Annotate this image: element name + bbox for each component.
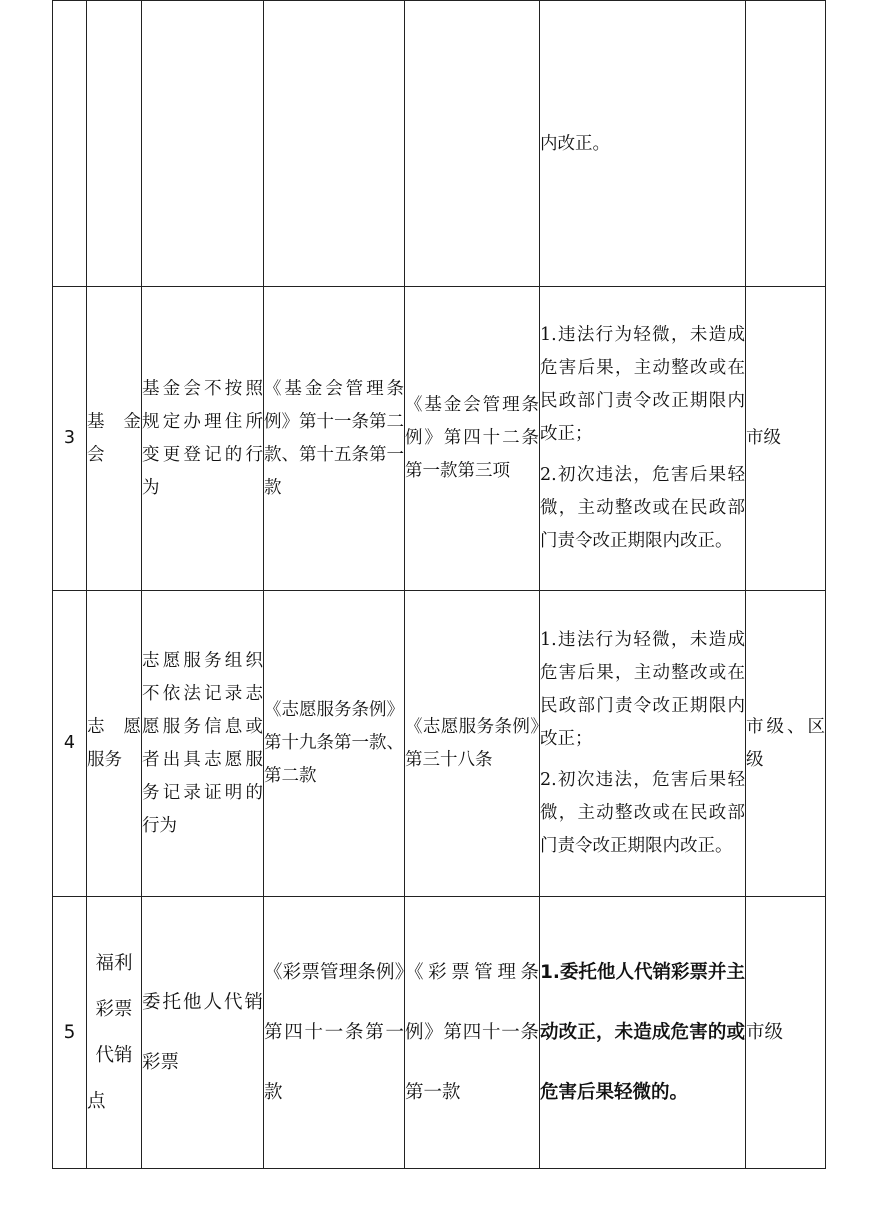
item-number: 5 [53,897,87,1169]
condition-item: 2.初次违法，危害后果轻微，主动整改或在民政部门责令改正期限内改正。 [540,770,745,856]
act-cell: 委托他人代销彩票 [142,897,264,1169]
condition-item: 1.违法行为轻微，未造成危害后果，主动整改或在民政部门责令改正期限内改正； [540,630,745,749]
condition-item: 2.初次违法，危害后果轻微，主动整改或在民政部门责令改正期限内改正。 [540,465,745,551]
subject-cell: 福利彩票代销点 [87,897,142,1169]
level-cell [746,1,826,287]
penalty-basis-cell: 《基金会管理条例》第四十二条第一款第三项 [405,287,540,591]
conditions-cell [540,287,746,591]
basis-cell: 《彩票管理条例》第四十一条第一款 [264,897,405,1169]
conditions-cell: 1.委托他人代销彩票并主动改正，未造成危害的或危害后果轻微的。 [540,897,746,1169]
table-row [53,1,826,287]
item-number: 3 [53,287,87,591]
level-cell: 市级 [746,897,826,1169]
penalty-basis-cell: 《彩票管理条例》第四十一条第一款 [405,897,540,1169]
table-row [53,591,826,897]
act-cell: 志愿服务组织不依法记录志愿服务信息或者出具志愿服务记录证明的行为 [142,591,264,897]
condition-item: 内改正。 [540,134,610,154]
basis-cell: 《志愿服务条例》第十九条第一款、第二款 [264,591,405,897]
level-cell: 市级、区级 [746,591,826,897]
penalty-basis-cell: 《志愿服务条例》第三十八条 [405,591,540,897]
basis-cell: 《基金会管理条例》第十一条第二款、第十五条第一款 [264,287,405,591]
table-row [53,287,826,591]
subject-cell [87,1,142,287]
condition-item: 1.违法行为轻微，未造成危害后果，主动整改或在民政部门责令改正期限内改正； [540,325,745,444]
item-number: 4 [53,591,87,897]
subject-cell: 基 金会 [87,287,142,591]
level-cell: 市级 [746,287,826,591]
conditions-cell [540,1,746,287]
act-cell: 基金会不按照规定办理住所变更登记的行为 [142,287,264,591]
penalty-basis-cell [405,1,540,287]
table-row [53,897,826,1169]
act-cell [142,1,264,287]
conditions-cell [540,591,746,897]
subject-cell: 志 愿服务 [87,591,142,897]
basis-cell [264,1,405,287]
item-number [53,1,87,287]
penalty-exemption-table [52,0,826,1169]
